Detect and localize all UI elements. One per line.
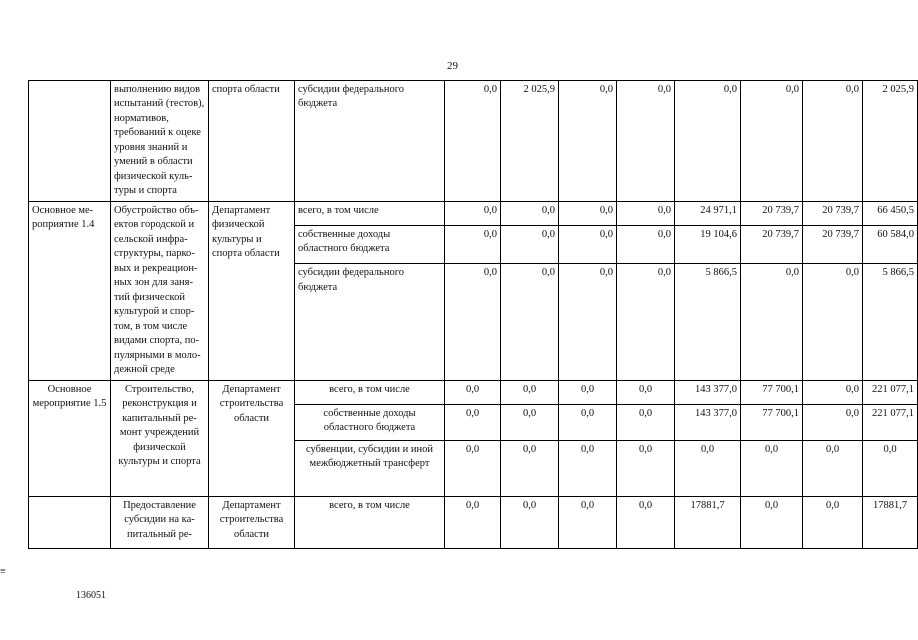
value-cell: 0,0 — [559, 225, 617, 263]
value-cell: 0,0 — [445, 201, 501, 225]
funding-source-cell: собственные доходы областного бюджета — [295, 404, 445, 440]
value-cell: 143 377,0 — [675, 404, 741, 440]
value-cell: 0,0 — [501, 264, 559, 381]
value-cell: 0,0 — [617, 81, 675, 202]
value-cell: 0,0 — [445, 440, 501, 496]
value-cell: 0,0 — [445, 225, 501, 263]
value-cell: 0,0 — [559, 380, 617, 404]
value-cell: 66 450,5 — [863, 201, 918, 225]
value-cell: 0,0 — [445, 81, 501, 202]
measure-name-cell — [29, 496, 111, 548]
value-cell: 0,0 — [501, 404, 559, 440]
value-cell: 0,0 — [445, 496, 501, 548]
measure-description-cell: Обустройство объектов городской и сельской инфраструктуры, парковых и рекреационных зон для занятий физической культурой и спортом, в том числе видами спорта, популярными в молодежной среде — [111, 201, 209, 380]
table-row — [29, 201, 918, 225]
value-cell: 77 700,1 — [741, 404, 803, 440]
value-cell: 0,0 — [617, 496, 675, 548]
value-cell: 20 739,7 — [741, 201, 803, 225]
value-cell: 0,0 — [617, 201, 675, 225]
measure-name-cell: Основное мероприятие 1.4 — [29, 201, 111, 380]
value-cell: 0,0 — [617, 225, 675, 263]
value-cell: 0,0 — [741, 264, 803, 381]
value-cell: 20 739,7 — [741, 225, 803, 263]
value-cell: 0,0 — [559, 404, 617, 440]
value-cell: 0,0 — [675, 81, 741, 202]
value-cell: 0,0 — [501, 440, 559, 496]
funding-source-cell: всего, в том числе — [295, 201, 445, 225]
value-cell: 0,0 — [863, 440, 918, 496]
executor-cell: Департамент строительства области — [209, 380, 295, 496]
table-row — [29, 81, 918, 202]
value-cell: 0,0 — [501, 380, 559, 404]
funding-source-cell: субсидии федерального бюджета — [295, 264, 445, 381]
measure-name-cell — [29, 81, 111, 202]
executor-cell: Департамент строительства области — [209, 496, 295, 548]
value-cell: 0,0 — [559, 201, 617, 225]
value-cell: 143 377,0 — [675, 380, 741, 404]
value-cell: 0,0 — [501, 201, 559, 225]
funding-source-cell: субсидии федерального бюджета — [295, 81, 445, 202]
value-cell: 221 077,1 — [863, 380, 918, 404]
value-cell: 0,0 — [617, 264, 675, 381]
value-cell: 0,0 — [617, 440, 675, 496]
value-cell: 0,0 — [741, 496, 803, 548]
value-cell: 0,0 — [803, 440, 863, 496]
table-row — [29, 380, 918, 404]
value-cell: 0,0 — [803, 404, 863, 440]
funding-source-cell: всего, в том числе — [295, 380, 445, 404]
value-cell: 2 025,9 — [501, 81, 559, 202]
measure-description-cell: выполнению видов испытаний (тестов), нормативов, требований к оцеке уровня знаний и умений в области физической культуры и спорта — [111, 81, 209, 202]
value-cell: 2 025,9 — [863, 81, 918, 202]
value-cell: 17881,7 — [675, 496, 741, 548]
value-cell: 0,0 — [803, 264, 863, 381]
budget-table — [28, 80, 918, 549]
value-cell: 5 866,5 — [863, 264, 918, 381]
funding-source-cell: всего, в том числе — [295, 496, 445, 548]
value-cell: 0,0 — [501, 225, 559, 263]
value-cell: 0,0 — [803, 81, 863, 202]
value-cell: 0,0 — [741, 440, 803, 496]
value-cell: 0,0 — [445, 380, 501, 404]
table-row — [29, 496, 918, 548]
edge-mark: ≡ — [0, 566, 6, 577]
value-cell: 0,0 — [675, 440, 741, 496]
value-cell: 5 866,5 — [675, 264, 741, 381]
value-cell: 60 584,0 — [863, 225, 918, 263]
value-cell: 0,0 — [501, 496, 559, 548]
funding-source-cell: субвенции, субсидии и иной межбюджетный трансферт — [295, 440, 445, 496]
value-cell: 0,0 — [445, 404, 501, 440]
measure-name-cell: Основное мероприятие 1.5 — [29, 380, 111, 496]
measure-description-cell: Строительство, реконструкция и капитальный ремонт учреждений физической культуры и спорта — [111, 380, 209, 496]
value-cell: 221 077,1 — [863, 404, 918, 440]
value-cell: 19 104,6 — [675, 225, 741, 263]
value-cell: 0,0 — [559, 440, 617, 496]
value-cell: 0,0 — [803, 380, 863, 404]
value-cell: 20 739,7 — [803, 225, 863, 263]
value-cell: 20 739,7 — [803, 201, 863, 225]
measure-description-cell: Предоставление субсидии на капитальный ре- — [111, 496, 209, 548]
executor-cell: спорта области — [209, 81, 295, 202]
value-cell: 77 700,1 — [741, 380, 803, 404]
funding-source-cell: собственные доходы областного бюджета — [295, 225, 445, 263]
value-cell: 0,0 — [559, 264, 617, 381]
value-cell: 0,0 — [559, 81, 617, 202]
value-cell: 0,0 — [445, 264, 501, 381]
value-cell: 0,0 — [559, 496, 617, 548]
value-cell: 0,0 — [617, 404, 675, 440]
page-number: 29 — [447, 60, 458, 72]
value-cell: 0,0 — [741, 81, 803, 202]
value-cell: 24 971,1 — [675, 201, 741, 225]
value-cell: 17881,7 — [863, 496, 918, 548]
executor-cell: Департамент физической культуры и спорта области — [209, 201, 295, 380]
document-code: 136051 — [76, 590, 106, 601]
value-cell: 0,0 — [617, 380, 675, 404]
value-cell: 0,0 — [803, 496, 863, 548]
